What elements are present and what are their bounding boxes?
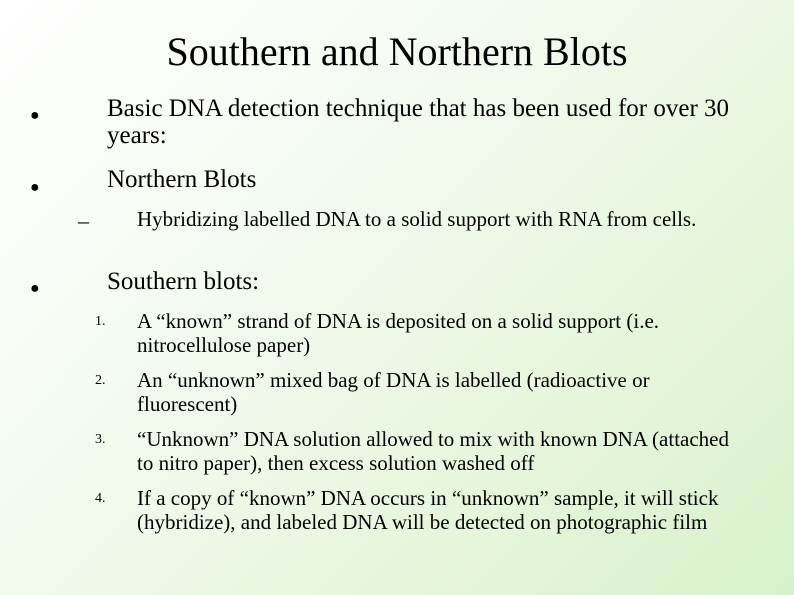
step-number: 4.: [95, 491, 106, 506]
bullet-icon: ●: [30, 179, 40, 196]
step-text: An “unknown” mixed bag of DNA is labelled (radioactive or fluorescent): [137, 368, 650, 416]
sub-item-northern-description: Hybridizing labelled DNA to a solid support with RNA from cells.: [137, 207, 697, 231]
dash-icon: –: [78, 208, 89, 233]
step-number: 3.: [95, 432, 106, 447]
bullet-icon: ●: [30, 280, 40, 297]
step-number: 2.: [95, 373, 106, 388]
bullet-text-southern-blots: Southern blots:: [107, 268, 260, 295]
slide-title: Southern and Northern Blots: [166, 29, 628, 74]
step-text: If a copy of “known” DNA occurs in “unknown” sample, it will stick (hybridize), and labeled DNA will be detected on photographic film: [137, 486, 719, 534]
step-text: “Unknown” DNA solution allowed to mix with known DNA (attached to nitro paper), then excess solution washed off: [137, 427, 729, 475]
bullet-text-northern-blots: Northern Blots: [107, 166, 257, 193]
step-number: 1.: [95, 314, 106, 329]
bullet-text-dna-detection: Basic DNA detection technique that has been used for over 30 years:: [107, 95, 730, 149]
step-text: A “known” strand of DNA is deposited on a solid support (i.e. nitrocellulose paper): [137, 309, 660, 357]
bullet-icon: ●: [30, 107, 40, 124]
